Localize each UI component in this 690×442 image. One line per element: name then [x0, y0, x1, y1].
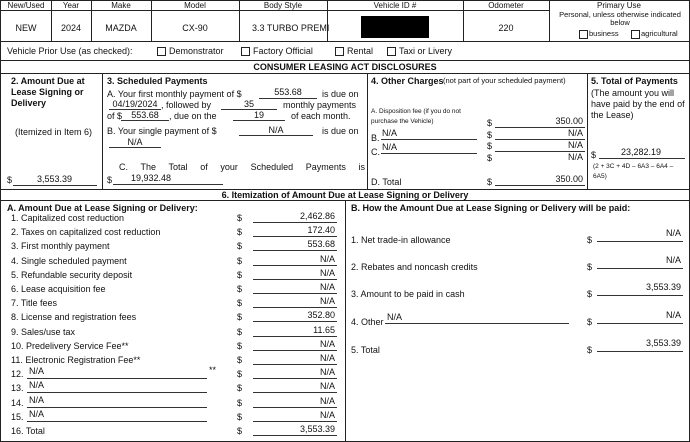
body-style-value: 3.3 TURBO PREMI	[252, 23, 330, 33]
b-item-value: 3,553.39	[645, 338, 681, 348]
item-desc: N/A	[29, 408, 45, 419]
item-desc-underline	[27, 407, 207, 408]
s3-due-date: 04/19/2024	[112, 99, 158, 109]
item-dollar: $	[237, 426, 243, 436]
s5-amount: 23,282.19	[621, 147, 662, 157]
b-item-label: 5. Total	[351, 345, 380, 355]
b-item-value: N/A	[665, 310, 681, 320]
item-value-underline	[253, 378, 337, 379]
item-label: 14.	[11, 397, 24, 408]
item-dollar: $	[237, 269, 243, 280]
s5-dollar: $	[591, 150, 597, 160]
item-label: 10. Predelivery Service Fee**	[11, 340, 129, 351]
item-dollar: $	[237, 255, 243, 266]
s4-c-dollar: $	[487, 153, 493, 163]
s5-formula: (2 + 3C + 4D – 6A3 – 6A4 – 6A5)	[593, 163, 674, 180]
item-dollar: $	[237, 241, 243, 252]
s4-subtitle: (not part of your scheduled payment)	[443, 76, 566, 85]
item-value: N/A	[319, 367, 335, 378]
s3-title: 3. Scheduled Payments	[107, 76, 208, 86]
s3-a-text2: is due on	[322, 89, 359, 99]
s4-a-value: 350.00	[555, 116, 583, 126]
business-label: business	[589, 29, 619, 38]
b-item-label: 4. Other	[351, 317, 384, 327]
s4-b-desc: N/A	[382, 128, 398, 138]
s4-c-value: N/A	[567, 152, 583, 162]
business-checkbox[interactable]	[579, 30, 588, 39]
rental-label: Rental	[347, 46, 374, 56]
s4-a-dollar: $	[487, 118, 493, 128]
item-value-underline	[253, 392, 337, 393]
b-item-value-underline	[597, 241, 683, 242]
s3-a-text4: monthly payments	[283, 100, 357, 110]
item-value-underline	[253, 435, 337, 436]
header-odometer: Odometer	[488, 1, 524, 10]
item-label: 16. Total	[11, 426, 45, 436]
s3-single-payment: N/A	[268, 125, 284, 135]
item-dollar: $	[237, 411, 243, 422]
s6-a-title: A. Amount Due at Lease Signing or Delivery:	[7, 203, 198, 213]
agricultural-checkbox[interactable]	[631, 30, 640, 39]
item-desc: N/A	[29, 366, 45, 377]
s4-a2-dollar: $	[487, 130, 493, 140]
s4-title: 4. Other Charges	[371, 76, 444, 86]
item-label: 2. Taxes on capitalized cost reduction	[11, 227, 161, 238]
factory-official-checkbox[interactable]	[241, 47, 250, 56]
s3-b-text2: is due on	[322, 126, 359, 136]
item-dollar: $	[237, 340, 243, 351]
item-value: 352.80	[307, 310, 335, 321]
year-value: 2024	[60, 23, 82, 33]
s3-monthly: 553.68	[131, 110, 159, 120]
s4-d-label: D. Total	[371, 177, 402, 187]
item-value-underline	[253, 250, 337, 251]
s5-title: 5. Total of Payments	[591, 76, 678, 86]
b-item-value-underline	[597, 323, 683, 324]
item-label: 9. Sales/use tax	[11, 326, 76, 337]
item-dollar: $	[237, 326, 243, 337]
item-dollar: $	[237, 369, 243, 380]
item-value: N/A	[319, 381, 335, 392]
item-label: 12.	[11, 369, 24, 380]
b-item-desc: N/A	[387, 312, 403, 322]
b-item-value-underline	[597, 295, 683, 296]
s2-dollar: $	[7, 175, 13, 185]
item-value: N/A	[319, 267, 335, 278]
item-value-underline	[253, 364, 337, 365]
s3-a-text3: , followed by	[161, 100, 212, 110]
item-dollar: $	[237, 227, 243, 238]
s3-b-text1: B. Your single payment of $	[107, 126, 217, 136]
b-item-desc-underline	[385, 323, 569, 324]
header-make: Make	[111, 1, 131, 10]
s3-a-text7: of each month.	[291, 111, 351, 121]
header-primary-use: Primary Use	[596, 1, 641, 10]
item-value: 172.40	[307, 225, 335, 236]
item-desc: N/A	[29, 380, 45, 391]
item-value: N/A	[319, 409, 335, 420]
b-item-dollar: $	[587, 345, 593, 355]
b-item-dollar: $	[587, 317, 593, 327]
item-value: 2,462.86	[299, 211, 335, 221]
item-value-underline	[253, 236, 337, 237]
item-label: 11. Electronic Registration Fee**	[11, 355, 141, 365]
item-dollar: $	[237, 284, 243, 294]
header-body-style: Body Style	[263, 1, 303, 10]
item-desc-underline	[27, 378, 207, 379]
item-value: 553.68	[307, 239, 335, 250]
agricultural-label: agricultural	[641, 29, 678, 38]
s2-amount: 3,553.39	[37, 174, 73, 184]
header-new-used: New/Used	[7, 1, 45, 10]
b-item-label: 1. Net trade-in allowance	[351, 235, 451, 245]
s3-a-text5: of $	[107, 111, 123, 121]
primary-use-note: Personal, unless otherwise indicated below	[559, 10, 681, 27]
item-dollar: $	[237, 397, 243, 408]
item-label: 4. Single scheduled payment	[11, 255, 127, 266]
s4-a-label: A. Disposition fee (if you do not purchase the Vehicle)	[371, 108, 461, 125]
b-item-label: 3. Amount to be paid in cash	[351, 289, 465, 299]
s3-c-text: C. The Total of your Scheduled Payments is	[119, 162, 365, 172]
item-value: N/A	[319, 395, 335, 406]
item-label: 15.	[11, 411, 24, 422]
item-label: 3. First monthly payment	[11, 241, 110, 252]
s4-b-value: N/A	[567, 140, 583, 150]
item-value-underline	[253, 279, 337, 280]
item-value-underline	[253, 293, 337, 294]
b-item-label: 2. Rebates and noncash credits	[351, 262, 478, 272]
b-item-value: N/A	[665, 255, 681, 265]
model-value: CX-90	[182, 23, 208, 33]
item-value-underline	[253, 307, 337, 308]
taxi-livery-checkbox[interactable]	[387, 47, 396, 56]
item-value: 11.65	[313, 324, 335, 335]
s4-c-desc: N/A	[382, 142, 398, 152]
item-dollar: $	[237, 298, 243, 309]
redacted-vin	[361, 16, 429, 38]
item-label: 6. Lease acquisition fee	[11, 284, 106, 294]
item-value-underline	[253, 321, 337, 322]
s4-b-dollar: $	[487, 141, 493, 151]
b-item-value: 3,553.39	[645, 282, 681, 292]
s2-note: (Itemized in Item 6)	[15, 127, 93, 137]
taxi-livery-label: Taxi or Livery	[399, 46, 453, 56]
new-used-value: NEW	[15, 23, 37, 33]
item-value: N/A	[319, 296, 335, 307]
rental-checkbox[interactable]	[335, 47, 344, 56]
s3-b-date: N/A	[127, 137, 143, 147]
header-vehicle-id: Vehicle ID #	[373, 1, 417, 10]
s2-title: 2. Amount Due at Lease Signing or Delivery	[11, 76, 85, 108]
s3-a-text1: A. Your first monthly payment of $	[107, 89, 242, 99]
item-desc: N/A	[29, 394, 45, 405]
s3-a-text6: , due on the	[169, 111, 217, 121]
item-value-underline	[253, 421, 337, 422]
make-value: MAZDA	[105, 23, 137, 33]
item-label: 8. License and registration fees	[11, 312, 137, 323]
s4-c-label: C.	[371, 147, 380, 157]
s4-a2-value: N/A	[567, 128, 583, 138]
item-value-underline	[253, 265, 337, 266]
s3-c-dollar: $	[107, 175, 113, 185]
item-label: 7. Title fees	[11, 298, 58, 309]
item-label: 5. Refundable security deposit	[11, 269, 133, 280]
item-value: 3,553.39	[299, 424, 335, 434]
s3-first-payment: 553.68	[274, 87, 302, 97]
s6-b-title: B. How the Amount Due at Lease Signing or Delivery will be paid:	[351, 203, 631, 213]
item-label: 13.	[11, 383, 24, 394]
b-item-dollar: $	[587, 262, 593, 272]
s5-desc: (The amount you will have paid by the end of the Lease)	[591, 88, 685, 120]
odometer-value: 220	[498, 23, 514, 33]
s6-title: 6. Itemization of Amount Due at Lease Signing or Delivery	[221, 190, 469, 200]
b-item-dollar: $	[587, 289, 593, 299]
item-value-underline	[253, 222, 337, 223]
s4-d-value: 350.00	[555, 174, 583, 184]
item-dollar: $	[237, 355, 243, 365]
item-value: N/A	[319, 282, 335, 292]
header-model: Model	[184, 1, 206, 10]
factory-official-label: Factory Official	[253, 46, 313, 56]
item-dollar: $	[237, 312, 243, 323]
prior-use-label: Vehicle Prior Use (as checked):	[7, 46, 133, 56]
s3-total: 19,932.48	[131, 173, 172, 183]
item-desc-underline	[27, 392, 207, 393]
item-desc-underline	[27, 421, 207, 422]
item-value: N/A	[319, 353, 335, 363]
b-item-value: N/A	[665, 228, 681, 238]
s4-b-label: B.	[371, 133, 380, 143]
item-value: N/A	[319, 253, 335, 264]
s3-day: 19	[253, 110, 264, 120]
item-value: N/A	[319, 338, 335, 349]
item-mark: **	[209, 365, 217, 376]
item-value-underline	[253, 407, 337, 408]
header-year: Year	[62, 1, 80, 10]
item-value-underline	[253, 336, 337, 337]
item-dollar: $	[237, 383, 243, 394]
b-item-value-underline	[597, 351, 683, 352]
s3-count: 35	[243, 99, 254, 109]
disclosures-title: CONSUMER LEASING ACT DISCLOSURES	[253, 62, 437, 72]
b-item-value-underline	[597, 268, 683, 269]
item-dollar: $	[237, 213, 243, 223]
b-item-dollar: $	[587, 235, 593, 245]
s4-d-dollar: $	[487, 177, 493, 187]
item-label: 1. Capitalized cost reduction	[11, 213, 125, 223]
item-value-underline	[253, 350, 337, 351]
demonstrator-checkbox[interactable]	[157, 47, 166, 56]
demonstrator-label: Demonstrator	[169, 46, 224, 56]
